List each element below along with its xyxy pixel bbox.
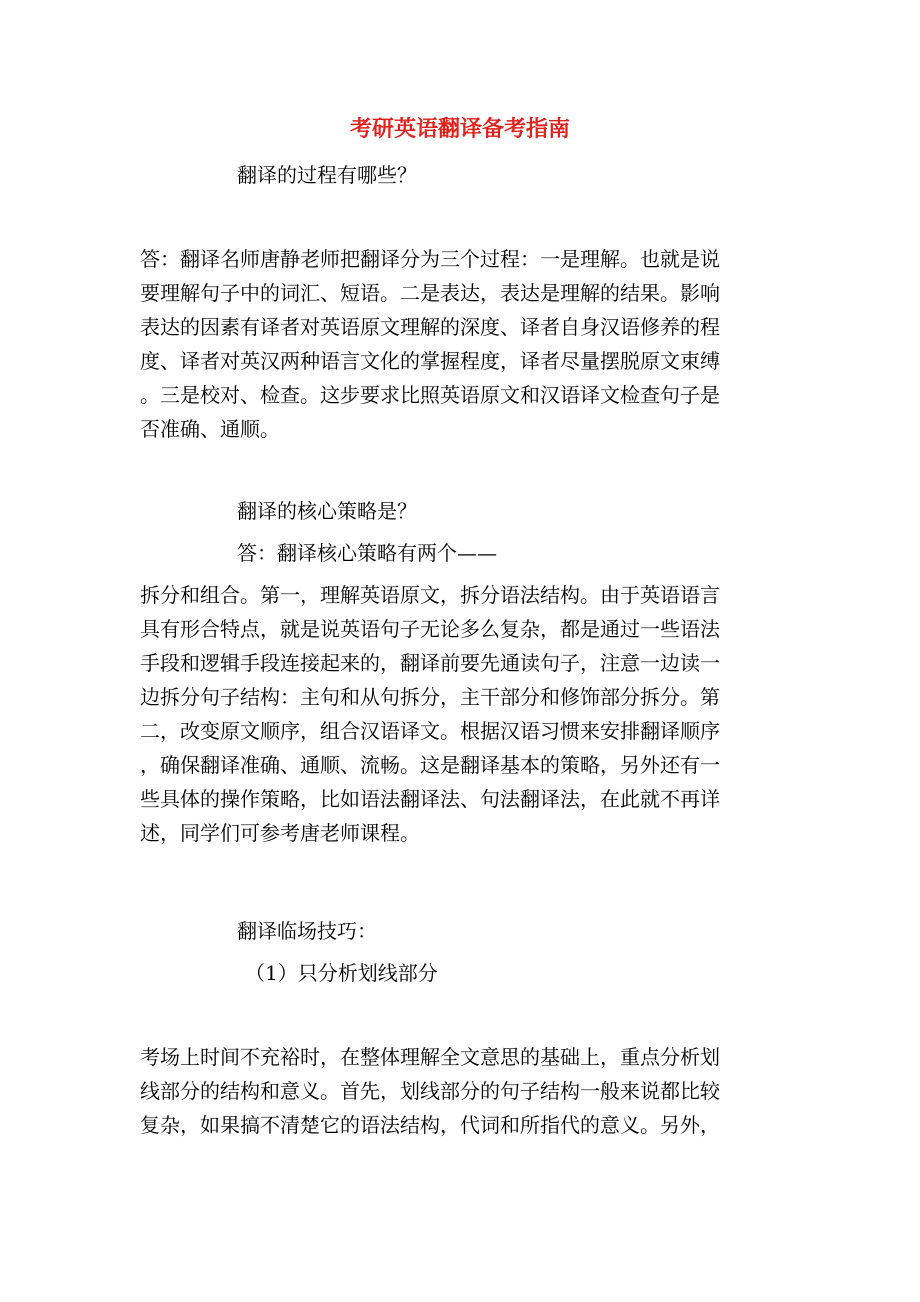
answer-2-line: 具有形合特点，就是说英语句子无论多么复杂，都是通过一些语法 [140, 617, 720, 641]
answer-1-line: 度、译者对英汉两种语言文化的掌握程度，译者尽量摆脱原文束缚 [140, 349, 720, 373]
answer-1-line: 表达的因素有译者对英语原文理解的深度、译者自身汉语修养的程 [140, 315, 720, 339]
document-title: 考研英语翻译备考指南 [349, 116, 570, 142]
answer-1-line: 答：翻译名师唐静老师把翻译分为三个过程：一是理解。也就是说 [140, 247, 720, 271]
answer-2-intro: 答：翻译核心策略有两个—— [237, 541, 497, 565]
question-1-block [140, 158, 780, 192]
section-3-heading: 翻译临场技巧： [237, 919, 377, 943]
section-3-heading-block [140, 914, 780, 948]
paragraph-4-line: 复杂，如果搞不清楚它的语法结构，代词和所指代的意义。另外， [140, 1113, 720, 1137]
answer-2-line: 述，同学们可参考唐老师课程。 [140, 821, 420, 845]
answer-2-line: ，确保翻译准确、通顺、流畅。这是翻译基本的策略，另外还有一 [140, 753, 720, 777]
paragraph-4-line: 考场上时间不充裕时，在整体理解全文意思的基础上，重点分析划 [140, 1045, 720, 1069]
paragraph-4-line: 线部分的结构和意义。首先，划线部分的句子结构一般来说都比较 [140, 1079, 720, 1103]
answer-2-line: 手段和逻辑手段连接起来的，翻译前要先通读句子，注意一边读一 [140, 651, 720, 675]
paragraph-4 [140, 1040, 780, 1142]
answer-1-line: 要理解句子中的词汇、短语。二是表达，表达是理解的结果。影响 [140, 281, 720, 305]
answer-2-line: 拆分和组合。第一，理解英语原文，拆分语法结构。由于英语语言 [140, 583, 720, 607]
question-2-block [140, 494, 780, 528]
answer-2-paragraph [140, 578, 780, 850]
answer-1-paragraph [140, 242, 780, 446]
answer-2-line: 二，改变原文顺序，组合汉语译文。根据汉语习惯来安排翻译顺序 [140, 719, 720, 743]
question-2: 翻译的核心策略是？ [237, 499, 417, 523]
answer-1-line: 。三是校对、检查。这步要求比照英语原文和汉语译文检查句子是 [140, 383, 720, 407]
answer-2-line: 些具体的操作策略，比如语法翻译法、句法翻译法，在此就不再详 [140, 787, 720, 811]
item-1-heading: （1）只分析划线部分 [245, 961, 438, 985]
answer-2-intro-block [140, 536, 780, 570]
answer-2-line: 边拆分句子结构：主句和从句拆分，主干部分和修饰部分拆分。第 [140, 685, 720, 709]
question-1: 翻译的过程有哪些？ [237, 163, 417, 187]
answer-1-line: 否准确、通顺。 [140, 417, 280, 441]
item-1-block [140, 956, 780, 990]
